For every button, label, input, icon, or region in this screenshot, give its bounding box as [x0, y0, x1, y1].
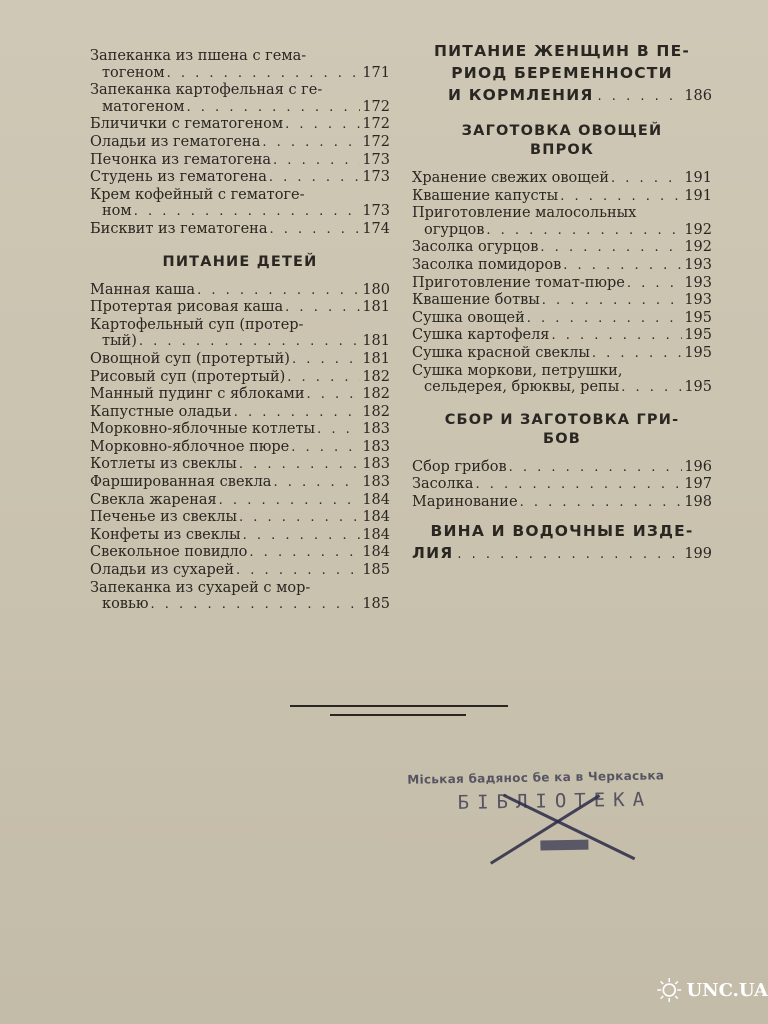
undefined	[90, 527, 390, 545]
page-number: 195	[684, 379, 712, 396]
entry-title-line: Сушка овощей	[412, 309, 525, 326]
section-heading	[412, 411, 712, 449]
toc-entry	[90, 187, 390, 221]
undefined	[90, 187, 390, 204]
dot-leader	[307, 387, 361, 404]
section-heading-entry	[412, 520, 712, 566]
entry-title-line: Бисквит из гематогена	[90, 220, 268, 237]
heading-line: ВИНА И ВОДОЧНЫЕ ИЗДЕ-	[430, 521, 694, 540]
entry-title-line: Бличички с гематогеном	[90, 116, 284, 133]
page-number: 183	[362, 438, 390, 455]
dot-leader	[542, 293, 683, 310]
heading-line: ВПРОК	[530, 142, 594, 158]
undefined	[90, 65, 390, 83]
dot-leader	[167, 66, 361, 83]
undefined	[90, 421, 390, 439]
undefined	[90, 369, 390, 387]
page-number: 193	[684, 292, 712, 309]
undefined	[412, 257, 712, 275]
entry-title-line: матогеном	[102, 98, 185, 115]
page-number: 181	[362, 299, 390, 316]
entry-title-line: Овощной суп (протертый)	[90, 350, 290, 367]
undefined	[90, 134, 390, 152]
toc-entry	[90, 116, 390, 134]
undefined	[412, 345, 712, 363]
toc-entry	[412, 292, 712, 310]
entry-title-line: Запеканка из сухарей с мор-	[90, 579, 311, 596]
page-number: 184	[362, 544, 390, 561]
entry-title-line: Манная каша	[90, 281, 196, 298]
entry-title-line: ковью	[102, 596, 149, 613]
toc-entry	[412, 345, 712, 363]
page-number: 182	[362, 403, 390, 420]
entry-title-line: Печонка из гематогена	[90, 151, 272, 168]
unc-watermark	[656, 968, 768, 1012]
entry-title-line: Протертая рисовая каша	[90, 299, 284, 316]
toc-entry	[412, 257, 712, 275]
toc-entry	[90, 580, 390, 614]
entry-title-line: тый)	[102, 333, 137, 350]
page-number: 173	[362, 203, 390, 220]
entry-title-line: Конфеты из свеклы	[90, 526, 241, 543]
undefined	[90, 404, 390, 422]
section-heading-entry	[412, 40, 712, 108]
dot-leader	[486, 223, 682, 240]
toc-entry	[90, 282, 390, 300]
dot-leader	[269, 222, 360, 239]
toc-entry	[90, 421, 390, 439]
dot-leader	[239, 510, 360, 527]
toc-entry	[412, 476, 712, 494]
undefined	[412, 310, 712, 328]
toc-entry	[90, 82, 390, 116]
page-number: 182	[362, 386, 390, 403]
dot-leader	[219, 493, 361, 510]
divider-rule-top	[290, 705, 508, 707]
undefined	[412, 205, 712, 222]
toc-entry	[90, 386, 390, 404]
page-number: 182	[362, 368, 390, 385]
entry-title-line: Свекольное повидло	[90, 544, 248, 561]
dot-leader	[592, 346, 682, 363]
toc-entry	[412, 494, 712, 512]
entry-title-line: Свекла жареная	[90, 491, 217, 508]
undefined	[412, 379, 712, 397]
entry-title-line: Приготовление томат-пюре	[412, 274, 625, 291]
heading-line: БОВ	[542, 430, 582, 447]
entry-title-line: Картофельный суп (протер-	[90, 316, 304, 333]
undefined	[90, 544, 390, 562]
dot-leader	[317, 422, 360, 439]
toc-entry	[412, 363, 712, 397]
page-number: 183	[362, 474, 390, 491]
entry-title-line: Рисовый суп (протертый)	[90, 368, 286, 385]
dot-leader	[563, 258, 682, 275]
page-number: 196	[684, 458, 712, 475]
undefined	[90, 509, 390, 527]
toc-left-column	[90, 48, 390, 614]
page-number: 184	[362, 491, 390, 508]
undefined	[412, 222, 712, 240]
page-number: 183	[362, 456, 390, 473]
page-number: 195	[684, 309, 712, 326]
undefined	[90, 152, 390, 170]
entry-title-line: Квашение ботвы	[412, 292, 540, 309]
toc-entry	[412, 188, 712, 206]
toc-entry	[90, 404, 390, 422]
toc-entry	[412, 327, 712, 345]
entry-title-line: Сушка картофеля	[412, 327, 550, 344]
page-number: 197	[684, 476, 712, 493]
dot-leader	[457, 544, 680, 566]
page-number: 191	[684, 187, 712, 204]
heading-line-with-page	[412, 542, 712, 566]
heading-line: ЛИЯ	[412, 543, 454, 562]
dot-leader	[292, 352, 360, 369]
undefined	[412, 275, 712, 293]
toc-entry	[90, 152, 390, 170]
page-number: 180	[362, 281, 390, 298]
page-number: 184	[362, 526, 390, 543]
entry-title-line: Приготовление малосольных	[412, 205, 637, 222]
page-number: 172	[362, 116, 390, 133]
toc-entry	[90, 169, 390, 187]
page-number: 195	[684, 344, 712, 361]
page-number: 183	[362, 421, 390, 438]
toc-entry	[412, 459, 712, 477]
toc-entry	[412, 310, 712, 328]
undefined	[90, 351, 390, 369]
toc-entry	[90, 456, 390, 474]
undefined	[90, 333, 390, 351]
undefined	[412, 188, 712, 206]
page-number: 186	[684, 88, 712, 104]
page-number: 172	[362, 98, 390, 115]
entry-title-line: Засолка огурцов	[412, 239, 539, 256]
entry-title-line: Печенье из свеклы	[90, 509, 238, 526]
dot-leader	[291, 440, 360, 457]
undefined	[90, 169, 390, 187]
undefined	[90, 562, 390, 580]
toc-entry	[412, 275, 712, 293]
undefined	[90, 492, 390, 510]
undefined	[412, 459, 712, 477]
dot-leader	[285, 300, 360, 317]
undefined	[412, 327, 712, 345]
entry-title-line: Капустные оладьи	[90, 403, 232, 420]
entry-title-line: Засолка	[412, 476, 474, 493]
dot-leader	[234, 405, 361, 422]
toc-entry	[90, 527, 390, 545]
dot-leader	[627, 276, 682, 293]
page-number: 192	[684, 221, 712, 238]
toc-entry	[90, 134, 390, 152]
undefined	[90, 99, 390, 117]
page-number: 191	[684, 170, 712, 186]
dot-leader	[475, 477, 682, 494]
undefined	[412, 363, 712, 380]
undefined	[90, 82, 390, 99]
page-number: 185	[362, 596, 390, 613]
toc-entry	[90, 351, 390, 369]
toc-entry	[90, 369, 390, 387]
toc-entry	[90, 439, 390, 457]
page-number: 199	[684, 545, 712, 562]
undefined	[412, 494, 712, 512]
entry-title-line: Сбор грибов	[412, 458, 507, 475]
page-number: 193	[684, 256, 712, 273]
heading-line: СБОР И ЗАГОТОВКА ГРИ-	[444, 411, 680, 428]
dot-leader	[540, 240, 682, 257]
heading-line: ПИТАНИЕ ЖЕНЩИН В ПЕ-	[433, 42, 691, 60]
page-number: 193	[684, 274, 712, 291]
divider-rule-bottom	[330, 714, 466, 716]
undefined	[90, 203, 390, 221]
entry-title-line: Сушка красной свеклы	[412, 344, 590, 361]
page-number: 181	[362, 333, 390, 350]
undefined	[412, 239, 712, 257]
dot-leader	[551, 328, 682, 345]
entry-title-line: Морковно-яблочные котлеты	[90, 421, 316, 438]
page-number: 195	[684, 327, 712, 344]
entry-title-line: Хранение свежих овощей	[412, 170, 610, 186]
dot-leader	[134, 204, 361, 221]
page-number: 184	[362, 509, 390, 526]
dot-leader	[187, 100, 361, 117]
undefined	[90, 282, 390, 300]
undefined	[90, 474, 390, 492]
dot-leader	[527, 311, 683, 328]
dot-leader	[243, 528, 361, 545]
entry-title-line: Маринование	[412, 493, 518, 510]
entry-title-line: Морковно-яблочное пюре	[90, 438, 290, 455]
heading-line: ЗАГОТОВКА ОВОЩЕЙ	[461, 123, 663, 139]
dot-leader	[611, 171, 682, 188]
undefined	[90, 456, 390, 474]
section-heading	[90, 253, 390, 272]
toc-entry	[412, 170, 712, 188]
undefined	[412, 476, 712, 494]
undefined	[412, 292, 712, 310]
undefined	[90, 580, 390, 597]
entry-title-line: ном	[102, 203, 132, 220]
entry-title-line: Сушка моркови, петрушки,	[412, 362, 623, 379]
toc-entry	[90, 562, 390, 580]
page-number: 174	[362, 220, 390, 237]
undefined	[90, 48, 390, 65]
entry-title-line: Квашение капусты	[412, 187, 559, 204]
entry-title-line: огурцов	[424, 221, 485, 238]
dot-leader	[520, 495, 683, 512]
watermark-text: UNC.UA	[686, 979, 768, 1001]
toc-entry	[412, 205, 712, 239]
sun-logo-icon	[656, 970, 682, 1010]
undefined	[90, 221, 390, 239]
entry-title-line: тогеном	[102, 64, 165, 81]
toc-entry	[90, 474, 390, 492]
toc-entry	[90, 544, 390, 562]
dot-leader	[150, 597, 360, 614]
dot-leader	[285, 117, 360, 134]
page-number: 198	[684, 493, 712, 510]
dot-leader	[239, 457, 361, 474]
page-number: 172	[362, 133, 390, 150]
stamp-cross-mark	[407, 767, 729, 873]
entry-title-line: Оладьи из гематогена	[90, 133, 261, 150]
undefined	[90, 386, 390, 404]
dot-leader	[287, 370, 360, 387]
page-number: 185	[362, 562, 390, 579]
toc-entry	[90, 509, 390, 527]
dot-leader	[273, 475, 360, 492]
entry-title-line: Котлеты из свеклы	[90, 456, 237, 473]
undefined	[90, 439, 390, 457]
stamp-line-1: Міськая бадянос бе ка в Черкаська	[407, 768, 665, 787]
undefined	[90, 116, 390, 134]
heading-line: ПИТАНИЕ ДЕТЕЙ	[162, 253, 318, 270]
toc-entry	[90, 492, 390, 510]
heading-line: И КОРМЛЕНИЯ	[448, 86, 594, 104]
undefined	[90, 299, 390, 317]
undefined	[90, 596, 390, 614]
page-number: 171	[362, 64, 390, 81]
entry-title-line: Студень из гематогена	[90, 169, 267, 186]
dot-leader	[139, 334, 360, 351]
dot-leader	[197, 283, 360, 300]
entry-title-line: Фаршированная свекла	[90, 474, 272, 491]
heading-line: РИОД БЕРЕМЕННОСТИ	[451, 64, 673, 82]
dot-leader	[262, 135, 360, 152]
page-number: 173	[362, 151, 390, 168]
stamp-line-2: БІБЛІОТЕКА	[457, 788, 653, 814]
undefined	[412, 170, 712, 188]
dot-leader	[621, 380, 682, 397]
library-stamp	[407, 767, 729, 873]
toc-entry	[412, 239, 712, 257]
dot-leader	[236, 563, 360, 580]
dot-leader	[560, 189, 682, 206]
toc-right-column	[412, 42, 712, 576]
entry-title-line: сельдерея, брюквы, репы	[424, 379, 620, 396]
toc-entry	[90, 317, 390, 351]
dot-leader	[509, 460, 683, 477]
page-number: 181	[362, 350, 390, 367]
section-heading	[412, 122, 712, 160]
entry-title-line: Крем кофейный с гематоге-	[90, 186, 305, 203]
entry-title-line: Засолка помидоров	[412, 256, 562, 273]
entry-title-line: Оладьи из сухарей	[90, 562, 235, 579]
page-number: 192	[684, 239, 712, 256]
dot-leader	[269, 170, 360, 187]
entry-title-line: Манный пудинг с яблоками	[90, 386, 305, 403]
dot-leader	[598, 86, 681, 108]
toc-entry	[90, 299, 390, 317]
heading-line-with-page	[412, 84, 712, 108]
entry-title-line: Запеканка из пшена с гема-	[90, 48, 307, 64]
undefined	[90, 317, 390, 334]
toc-entry	[90, 221, 390, 239]
toc-entry	[90, 48, 390, 82]
dot-leader	[273, 153, 360, 170]
entry-title-line: Запеканка картофельная с ге-	[90, 82, 323, 99]
dot-leader	[249, 545, 360, 562]
page-number: 173	[362, 169, 390, 186]
